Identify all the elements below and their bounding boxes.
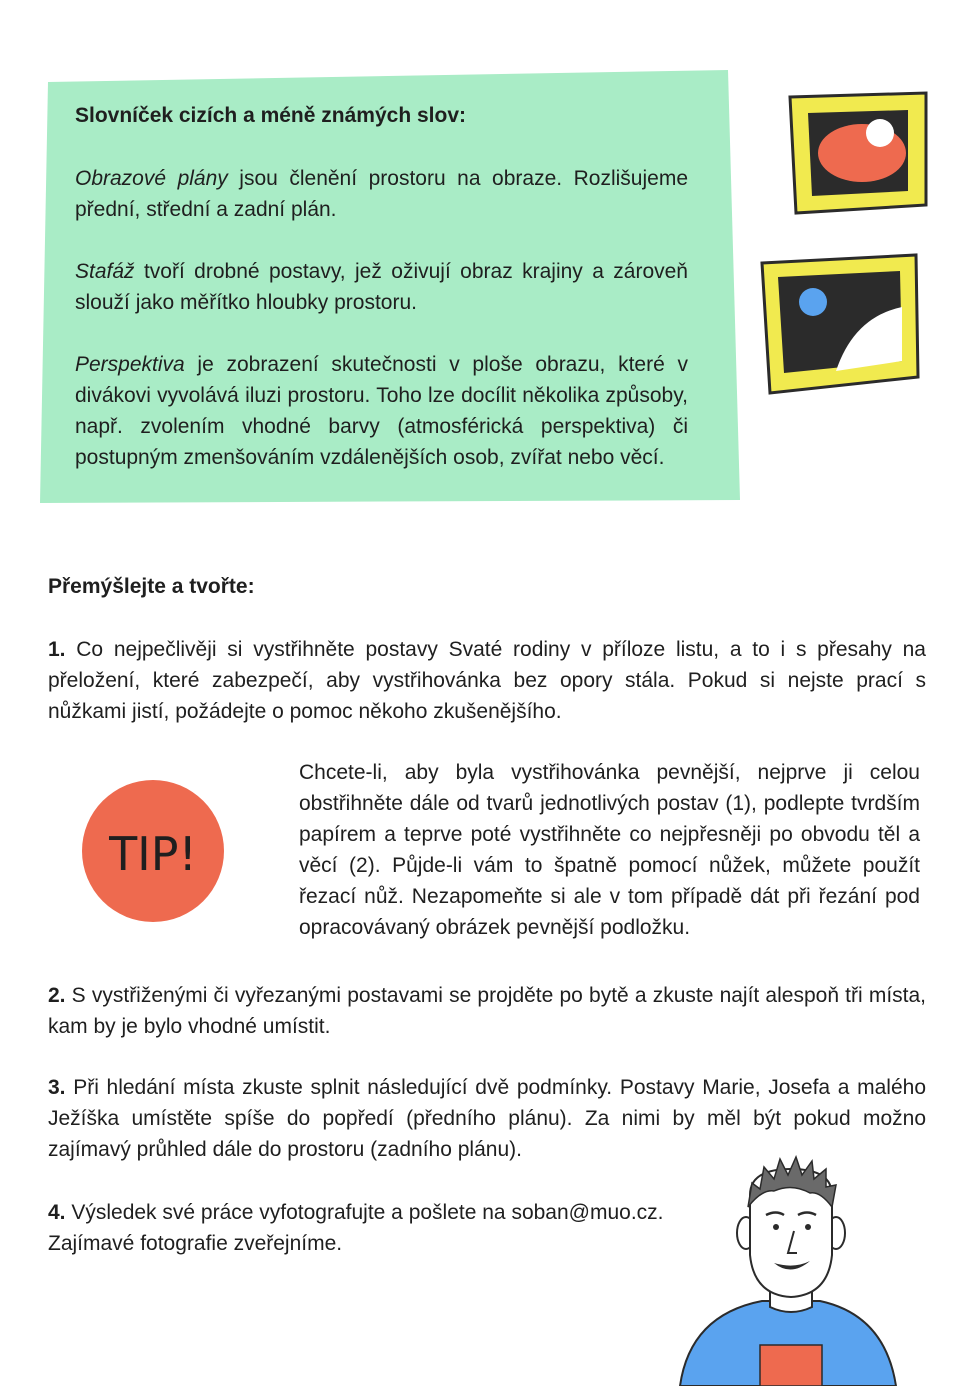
glossary-definition: je zobrazení skutečnosti v ploše obrazu, které v divákovi vyvolává iluzi prostoru. Toho lze docílit několika způsoby, např. zvolením vhodné barvy (atmosférická perspektiva) či postupným zmenšováním vzdálenějších osob, zvířat nebo věcí. [75,353,688,469]
glossary-term: Stafáž [75,260,135,283]
glossary-term: Obrazové plány [75,167,228,190]
glossary-definition: jsou členění prostoru na obraze. Rozlišujeme přední, střední a zadní plán. [75,167,688,221]
tip-text: Chcete-li, aby byla vystřihovánka pevnější, nejprve ji celou obstřihněte dále od tvarů jednotlivých postav (1), podlepte tvrdším papírem a teprve poté vystřihněte co nejpřesněji po obvodu těl a věcí (2). Půjde-li vám to špatně pomocí nůžek, můžete použít řezací nůž. Nezapomeňte si ale v tom případě dát při řezání pod opracovávaný obrázek pevnější podložku. [299,761,920,939]
step-text-line2: Zajímavé fotografie zveřejníme. [48,1232,343,1255]
glossary-entry [75,256,688,318]
step-number: 4. [48,1201,66,1224]
step-text: Výsledek své práce vyfotografujte a pošlete na soban@muo.cz. [65,1201,664,1224]
picture-frame-icon [762,255,918,393]
tip-badge-icon [80,778,230,924]
glossary-entry [75,349,688,473]
picture-frame-icon [790,93,926,213]
glossary-entry [75,163,688,225]
glossary-box [75,100,688,504]
glossary-heading: Slovníček cizích a méně známých slov: [75,104,466,127]
glossary-definition: tvoří drobné postavy, jež oživují obraz krajiny a zároveň slouží jako měřítko hloubky prostoru. [75,260,688,314]
step-number: 2. [48,984,66,1007]
task-step-3 [48,1072,926,1165]
section-title: Přemýšlejte a tvořte: [48,575,255,598]
tip-badge-label: TIP! [109,827,197,881]
task-step-1 [48,634,926,727]
task-step-2 [48,980,926,1042]
step-text: Při hledání místa zkuste splnit následující dvě podmínky. Postavy Marie, Josefa a malého Ježíška umístěte spíše do popředí (předního plánu). Za nimi by měl být pokud možno zajímavý průhled dále do prostoru (zadního plánu). [48,1076,926,1161]
picture-frames-illustration [750,85,950,415]
step-text: S vystřiženými či vyřezanými postavami se projděte po bytě a zkuste najít alespoň tři místa, kam by je bylo vhodné umístit. [48,984,926,1038]
step-text: Co nejpečlivěji si vystřihněte postavy Svaté rodiny v příloze listu, a to i s přesahy na přeložení, které zabezpečí, aby vystřihovánka bez opory stála. Pokud si nejste prací s nůžkami jistí, požádejte o pomoc někoho zkušenějšího. [48,638,926,723]
step-number: 1. [48,638,66,661]
step-number: 3. [48,1076,66,1099]
portrait-illustration [670,1155,910,1386]
glossary-term: Perspektiva [75,353,185,376]
